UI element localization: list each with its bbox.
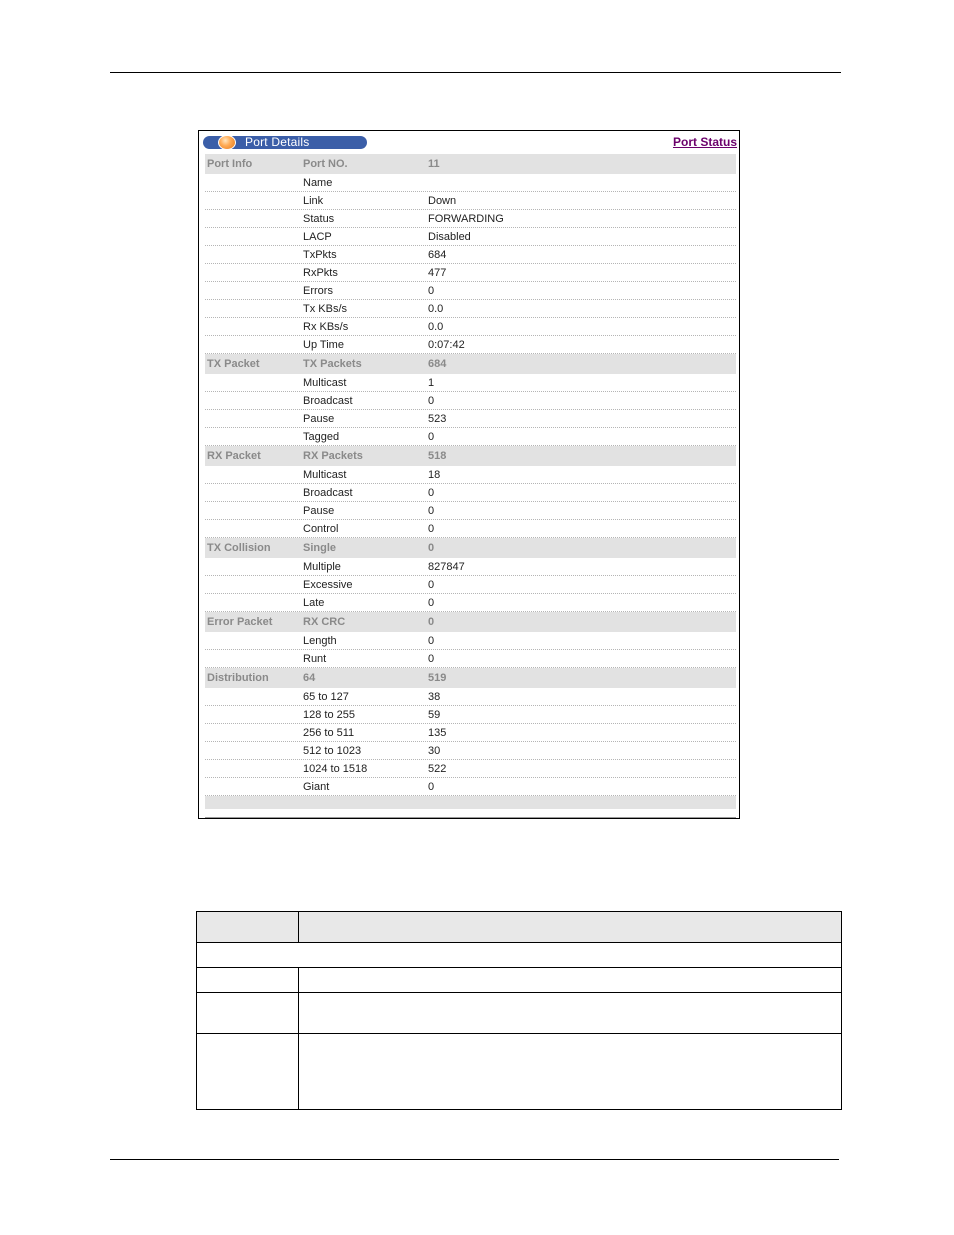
field-label: Errors: [303, 285, 333, 297]
field-value: 59: [428, 709, 441, 721]
field-label: 128 to 255: [303, 709, 355, 721]
field-label: Status: [303, 213, 335, 225]
section-label: RX Packet: [207, 450, 261, 462]
table-row: [205, 724, 736, 742]
field-label: LACP: [303, 231, 332, 243]
field-label: 64: [303, 672, 316, 684]
table-row: [205, 576, 736, 594]
field-label: 256 to 511: [303, 727, 355, 739]
field-value: 0: [428, 616, 435, 628]
table-row: [205, 650, 736, 668]
field-value: 0: [428, 395, 435, 407]
field-value: 477: [428, 267, 447, 279]
table-row: [205, 246, 736, 264]
field-description-table: [196, 911, 842, 1110]
panel-title: Port Details: [245, 136, 310, 149]
field-label: Single: [303, 542, 337, 554]
table-row: [205, 742, 736, 760]
field-value: Disabled: [428, 231, 471, 243]
field-label: Excessive: [303, 579, 353, 591]
field-label: Multicast: [303, 377, 347, 389]
description-column-header: [299, 912, 842, 943]
field-value: 1: [428, 377, 435, 389]
table-footer-band: [205, 796, 736, 809]
table-row: [205, 392, 736, 410]
section-header-row: [205, 668, 736, 688]
field-value: 827847: [428, 561, 465, 573]
description-label-cell: [197, 993, 299, 1034]
field-value: 0: [428, 487, 435, 499]
table-row: [205, 594, 736, 612]
field-value: 0: [428, 523, 435, 535]
field-label: Tx KBs/s: [303, 303, 348, 315]
field-value: 0: [428, 781, 435, 793]
field-value: 684: [428, 249, 447, 261]
field-value: Down: [428, 195, 457, 207]
section-label: TX Packet: [207, 358, 260, 370]
field-value: 30: [428, 745, 441, 757]
field-label: Name: [303, 177, 333, 189]
description-text-cell: [299, 1034, 842, 1110]
field-value: 522: [428, 763, 447, 775]
table-row: [205, 174, 736, 192]
section-header-row: [205, 612, 736, 632]
field-value: FORWARDING: [428, 213, 504, 225]
page-bottom-rule: [110, 1159, 839, 1160]
field-label: Port NO.: [303, 158, 348, 170]
field-value: 0: [428, 597, 435, 609]
field-value: 0: [428, 542, 435, 554]
field-value: 38: [428, 691, 441, 703]
field-label: Tagged: [303, 431, 340, 443]
table-row: [205, 778, 736, 796]
page-top-rule: [110, 72, 841, 73]
table-row: [205, 300, 736, 318]
field-value: 0: [428, 635, 435, 647]
port-details-table: [205, 154, 736, 818]
field-label: Length: [303, 635, 337, 647]
field-value: 523: [428, 413, 447, 425]
field-value: 135: [428, 727, 447, 739]
table-row: [205, 228, 736, 246]
section-header-row: [205, 154, 736, 174]
field-value: 0: [428, 653, 435, 665]
section-label: TX Collision: [207, 542, 271, 554]
description-table-header: [197, 912, 842, 943]
field-value: 11: [428, 158, 440, 170]
field-label: Broadcast: [303, 395, 353, 407]
description-section-row: [197, 943, 842, 968]
field-label: Pause: [303, 505, 335, 517]
section-header-row: [205, 354, 736, 374]
section-label: Distribution: [207, 672, 269, 684]
port-status-link[interactable]: Port Status: [672, 135, 737, 149]
table-row: [205, 428, 736, 446]
field-label: TX Packets: [303, 358, 362, 370]
field-label: Runt: [303, 653, 327, 665]
table-row: [205, 374, 736, 392]
field-value: 519: [428, 672, 447, 684]
field-label: 1024 to 1518: [303, 763, 368, 775]
field-label: 65 to 127: [303, 691, 349, 703]
table-row: [205, 336, 736, 354]
field-value: 0: [428, 431, 435, 443]
field-label: Control: [303, 523, 339, 535]
table-row: [205, 264, 736, 282]
table-row: [205, 192, 736, 210]
table-row: [205, 318, 736, 336]
table-row: [205, 688, 736, 706]
field-label: Pause: [303, 413, 335, 425]
label-column-header: [197, 912, 299, 943]
field-label: Multicast: [303, 469, 347, 481]
description-row: [197, 1034, 842, 1110]
field-value: 0.0: [428, 303, 444, 315]
table-row: [205, 466, 736, 484]
field-label: Broadcast: [303, 487, 353, 499]
description-section-cell: [197, 943, 842, 968]
table-row: [205, 558, 736, 576]
field-label: 512 to 1023: [303, 745, 362, 757]
port-details-panel: [198, 130, 740, 819]
table-row: [205, 760, 736, 778]
field-value: 0.0: [428, 321, 444, 333]
description-row: [197, 968, 842, 993]
field-label: Link: [303, 195, 324, 207]
table-row: [205, 520, 736, 538]
field-value: 0: [428, 579, 435, 591]
field-label: Up Time: [303, 339, 344, 351]
field-value: 0:07:42: [428, 339, 465, 351]
field-value: 0: [428, 505, 435, 517]
field-label: RX Packets: [303, 450, 363, 462]
orange-orb-icon: [218, 136, 236, 149]
section-header-row: [205, 446, 736, 466]
section-header-row: [205, 538, 736, 558]
table-row: [205, 410, 736, 428]
field-label: Giant: [303, 781, 330, 793]
field-value: 518: [428, 450, 447, 462]
description-label-cell: [197, 1034, 299, 1110]
table-row: [205, 632, 736, 650]
description-text-cell: [299, 968, 842, 993]
field-label: RX CRC: [303, 616, 346, 628]
table-row: [205, 484, 736, 502]
field-label: TxPkts: [303, 249, 337, 261]
table-row: [205, 282, 736, 300]
field-value: 684: [428, 358, 447, 370]
table-row: [205, 502, 736, 520]
description-label-cell: [197, 968, 299, 993]
field-value: 18: [428, 469, 441, 481]
section-label: Port Info: [207, 158, 253, 170]
panel-title-bar: [203, 136, 367, 149]
table-footer-line: [205, 817, 736, 818]
field-label: Late: [303, 597, 325, 609]
section-label: Error Packet: [207, 616, 273, 628]
field-value: 0: [428, 285, 435, 297]
field-label: Rx KBs/s: [303, 321, 349, 333]
table-row: [205, 210, 736, 228]
field-label: RxPkts: [303, 267, 338, 279]
table-row: [205, 706, 736, 724]
description-text-cell: [299, 993, 842, 1034]
description-row: [197, 993, 842, 1034]
field-label: Multiple: [303, 561, 341, 573]
